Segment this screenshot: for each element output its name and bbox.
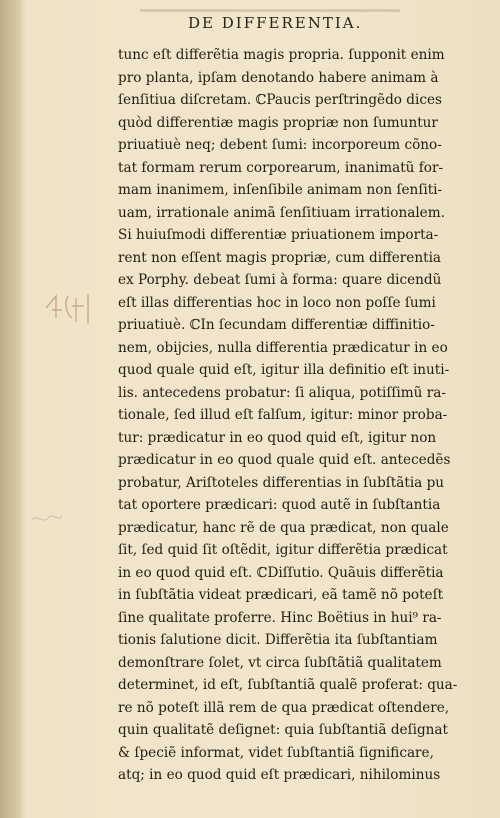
text-line: lis. antecedens probatur: ſi aliqua, potiſſimũ ra-: [118, 384, 446, 401]
text-line: re nõ poteſt illã rem de qua prædicat oſtendere,: [118, 699, 450, 716]
text-line: ſine qualitate proferre. Hinc Boëtius in hui⁹ ra-: [118, 609, 442, 626]
faint-marginal-mark: [30, 510, 64, 526]
text-line: tionis ſalutione dicit. Differẽtia ita ſubſtantiam: [118, 632, 438, 648]
text-line: quin qualitatẽ deſignet: quia ſubſtantiã deſignat: [118, 722, 448, 738]
text-line: in ſubſtãtia videat prædicari, eã tamẽ nõ poteſt: [118, 587, 444, 603]
text-line: prædicatur, hanc rẽ de qua prædicat, non quale: [118, 519, 449, 536]
text-line: tionale, ſed illud eſt falſum, igitur: minor proba-: [118, 407, 448, 423]
text-line: mam inanimem, inſenſibile animam non ſenſiti-: [118, 182, 443, 198]
running-header: DE DIFFERENTIA.: [188, 14, 363, 32]
text-line: prædicatur in eo quod quale quid eſt. antecedẽs: [118, 452, 451, 468]
text-line: ſit, ſed quid ſit oſtẽdit, igitur differẽtia prædicat: [118, 542, 448, 558]
text-line: ſenſitiua diſcretam. ℂPaucis perſtringẽdo dices: [118, 92, 442, 108]
text-line: ex Porphy. debeat ſumi à forma: quare dicendũ: [118, 272, 442, 288]
text-line: in eo quod quid eſt. ℂDiſſutio. Quãuis differẽtia: [118, 564, 444, 581]
text-line: quod quale quid eſt, igitur illa definitio eſt inuti-: [118, 362, 450, 378]
text-line: tur: prædicatur in eo quod quid eſt, igitur non: [118, 429, 437, 446]
text-line: demonſtrare ſolet, vt circa ſubſtãtiã qualitatem: [118, 654, 442, 671]
text-line: & ſpeciẽ informat, videt ſubſtantiã ſignificare,: [118, 744, 434, 761]
text-line: uam, irrationale animã ſenſitiuam irrationalem.: [118, 204, 445, 221]
text-line: tunc eſt differẽtia magis propria. ſupponit enim: [118, 47, 445, 63]
page-gutter: [0, 0, 26, 818]
page-body-text: [118, 44, 488, 787]
text-line: atq; in eo quod quid eſt prædicari, nihilominus: [118, 767, 441, 783]
text-line: nem, obijcies, nulla differentia prædicatur in eo: [118, 339, 448, 356]
text-line: probatur, Ariſtoteles differentias in ſubſtãtia pu: [118, 474, 445, 491]
text-line: eſt illas differentias hoc in loco non poſſe ſumi: [118, 294, 436, 311]
handwritten-marginal-note: [42, 288, 102, 328]
text-line: priuatiuè. ℂIn ſecundam differentiæ diffinitio-: [118, 317, 435, 333]
text-line: determinet, id eſt, ſubſtantiã qualẽ proferat: qua-: [118, 677, 458, 693]
text-line: priuatiuè neq; debent ſumi: incorporeum cõno-: [118, 137, 442, 153]
text-line: quòd differentiæ magis propriæ non ſumuntur: [118, 114, 438, 131]
text-line: pro planta, ipſam denotando habere animam à: [118, 69, 439, 86]
text-line: tat formam rerum corporearum, inanimatũ for-: [118, 159, 444, 176]
text-line: rent non eſſent magis propriæ, cum differentia: [118, 249, 442, 266]
text-line: Si huiuſmodi differentiæ priuationem importa-: [118, 227, 439, 243]
text-line: tat oportere prædicari: quod autẽ in ſubſtantia: [118, 497, 441, 513]
